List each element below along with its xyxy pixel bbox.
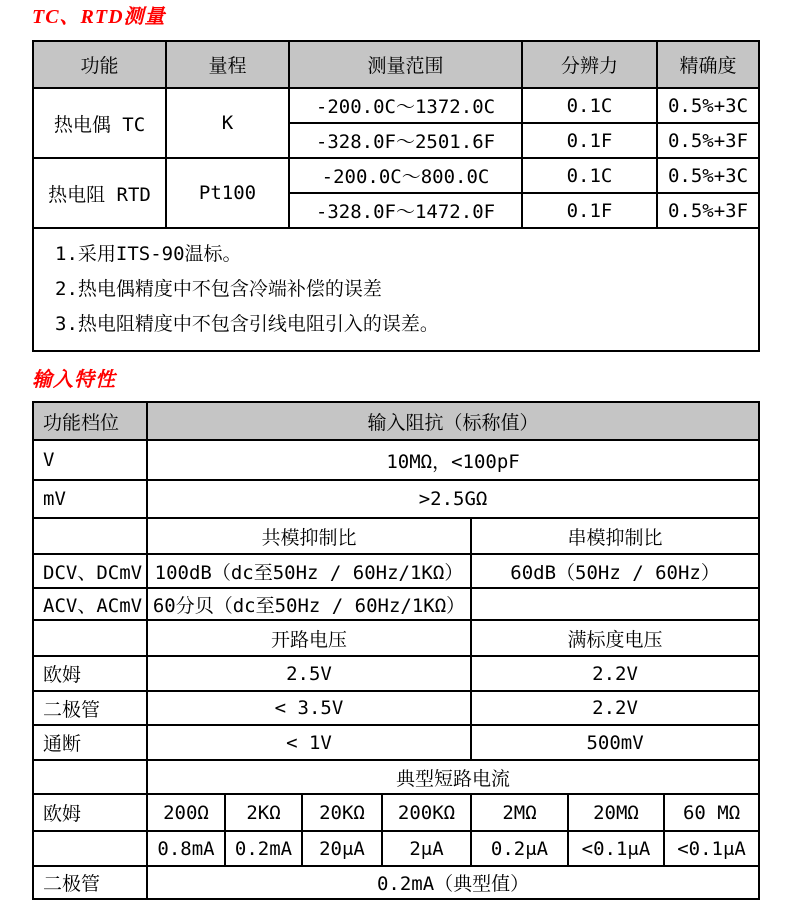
cell-function-diode: 二极管 <box>33 691 147 725</box>
cell-range-k: K <box>166 88 289 158</box>
cell-impedance-v: 10MΩ，<100pF <box>147 440 759 480</box>
cell-empty <box>33 760 147 794</box>
notes-cell <box>33 228 759 351</box>
table-row <box>33 158 759 193</box>
cell-cmrr-dcv: 100dB（dc至50Hz / 60Hz/1KΩ） <box>147 554 471 588</box>
sub-header-smrr: 串模抑制比 <box>471 518 759 554</box>
column-header-input-impedance: 输入阻抗（标称值） <box>147 402 759 440</box>
column-header-span: 测量范围 <box>289 41 522 88</box>
table-header-row <box>33 41 759 88</box>
cell-current: <0.1μA <box>664 831 759 866</box>
cell-accuracy: 0.5%+3C <box>657 158 759 193</box>
cell-range: 200Ω <box>147 794 225 831</box>
sub-header-open-circuit-voltage: 开路电压 <box>147 620 471 656</box>
table-header-row <box>33 402 759 440</box>
cell-open-voltage-ohm: 2.5V <box>147 656 471 691</box>
cell-empty <box>471 588 759 620</box>
cell-fullscale-voltage-ohm: 2.2V <box>471 656 759 691</box>
cell-current: 20μA <box>302 831 382 866</box>
sub-header-cmrr: 共模抑制比 <box>147 518 471 554</box>
cell-open-voltage-diode: < 3.5V <box>147 691 471 725</box>
table-row <box>33 588 759 620</box>
table-row <box>33 794 759 831</box>
section-title-input-characteristics: 输入特性 <box>32 369 116 391</box>
cell-empty <box>33 620 147 656</box>
cell-resolution: 0.1C <box>522 158 657 193</box>
cell-range: 200KΩ <box>382 794 471 831</box>
cell-cmrr-acv: 60分贝（dc至50Hz / 60Hz/1KΩ） <box>147 588 471 620</box>
cell-function-rtd: 热电阻 RTD <box>33 158 166 228</box>
cell-function-v: V <box>33 440 147 480</box>
cell-impedance-mv: >2.5GΩ <box>147 480 759 518</box>
note-line: 3.热电阻精度中不包含引线电阻引入的误差。 <box>55 313 439 335</box>
cell-range: 2KΩ <box>225 794 302 831</box>
cell-resolution: 0.1F <box>522 193 657 228</box>
tc-rtd-table <box>32 40 760 352</box>
column-header-function-range: 功能档位 <box>33 402 147 440</box>
input-characteristics-table <box>32 401 760 900</box>
sub-header-typical-short-circuit-current: 典型短路电流 <box>147 760 759 794</box>
cell-function-diode: 二极管 <box>33 866 147 899</box>
table-row <box>33 725 759 760</box>
cell-range: 20MΩ <box>568 794 664 831</box>
sub-header-row <box>33 518 759 554</box>
table-row <box>33 656 759 691</box>
table-row <box>33 831 759 866</box>
cell-function-tc: 热电偶 TC <box>33 88 166 158</box>
cell-fullscale-voltage-continuity: 500mV <box>471 725 759 760</box>
cell-accuracy: 0.5%+3F <box>657 123 759 158</box>
section-title-tc-rtd: TC、RTD测量 <box>32 6 166 28</box>
cell-accuracy: 0.5%+3C <box>657 88 759 123</box>
cell-fullscale-voltage-diode: 2.2V <box>471 691 759 725</box>
table-row <box>33 480 759 518</box>
table-row <box>33 866 759 899</box>
cell-current: <0.1μA <box>568 831 664 866</box>
cell-current: 0.2μA <box>471 831 568 866</box>
cell-function-continuity: 通断 <box>33 725 147 760</box>
column-header-accuracy: 精确度 <box>657 41 759 88</box>
cell-function-ohm: 欧姆 <box>33 656 147 691</box>
cell-range: 60 MΩ <box>664 794 759 831</box>
cell-range: 2MΩ <box>471 794 568 831</box>
cell-function-acv: ACV、ACmV <box>33 588 147 620</box>
cell-function-dcv: DCV、DCmV <box>33 554 147 588</box>
cell-empty <box>33 831 147 866</box>
sub-header-row <box>33 620 759 656</box>
notes-row <box>33 228 759 351</box>
table-row <box>33 88 759 123</box>
cell-current: 0.2mA <box>225 831 302 866</box>
cell-smrr-dcv: 60dB（50Hz / 60Hz） <box>471 554 759 588</box>
cell-diode-typical-current: 0.2mA（典型值） <box>147 866 759 899</box>
cell-range: 20KΩ <box>302 794 382 831</box>
cell-open-voltage-continuity: < 1V <box>147 725 471 760</box>
sub-header-full-scale-voltage: 满标度电压 <box>471 620 759 656</box>
sub-header-row <box>33 760 759 794</box>
cell-range-pt100: Pt100 <box>166 158 289 228</box>
cell-span: -328.0F～2501.6F <box>289 123 522 158</box>
cell-current: 2μA <box>382 831 471 866</box>
column-header-function: 功能 <box>33 41 166 88</box>
cell-span: -328.0F～1472.0F <box>289 193 522 228</box>
column-header-resolution: 分辨力 <box>522 41 657 88</box>
cell-current: 0.8mA <box>147 831 225 866</box>
cell-resolution: 0.1F <box>522 123 657 158</box>
column-header-range: 量程 <box>166 41 289 88</box>
cell-function-mv: mV <box>33 480 147 518</box>
table-row <box>33 440 759 480</box>
table-row <box>33 554 759 588</box>
cell-accuracy: 0.5%+3F <box>657 193 759 228</box>
note-line: 2.热电偶精度中不包含冷端补偿的误差 <box>55 278 382 300</box>
note-line: 1.采用ITS-90温标。 <box>55 243 242 265</box>
cell-span: -200.0C～1372.0C <box>289 88 522 123</box>
cell-empty <box>33 518 147 554</box>
cell-span: -200.0C～800.0C <box>289 158 522 193</box>
cell-resolution: 0.1C <box>522 88 657 123</box>
cell-function-ohm: 欧姆 <box>33 794 147 831</box>
table-row <box>33 691 759 725</box>
